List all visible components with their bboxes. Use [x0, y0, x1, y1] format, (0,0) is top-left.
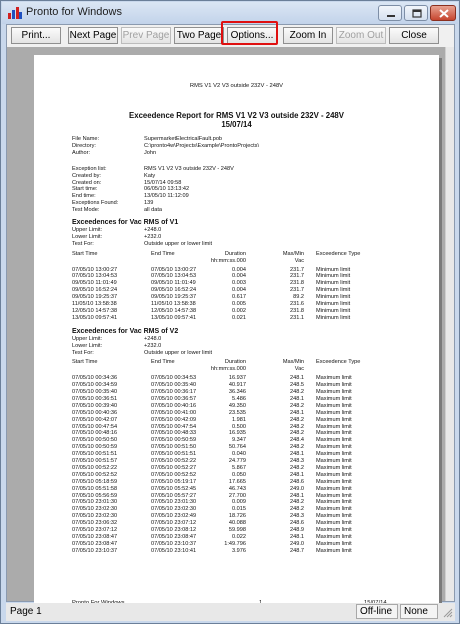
limit-label: Lower Limit: [72, 233, 103, 240]
table-cell-maxmin: 231.8 [290, 280, 304, 287]
table-cell-maxmin: 248.1 [290, 409, 304, 416]
prev-page-button[interactable]: Prev Page [121, 27, 171, 44]
table-cell-end: 07/05/10 05:57:27 [151, 492, 197, 499]
table-cell-end: 07/05/10 00:36:57 [151, 395, 197, 402]
table-cell-start: 07/05/10 23:10:37 [72, 547, 118, 554]
table-cell-start: 07/05/10 05:51:58 [72, 485, 118, 492]
table-cell-end: 07/05/10 23:08:47 [151, 533, 197, 540]
table-cell-type: Minimum limit [316, 314, 351, 321]
table-cell-maxmin: 248.2 [290, 423, 304, 430]
section-heading: Exceedences for Vac RMS of V1 [72, 219, 179, 226]
table-cell-end: 07/05/10 00:48:33 [151, 430, 197, 437]
table-cell-start: 07/05/10 00:34:59 [72, 382, 118, 389]
table-cell-type: Maximum limit [316, 513, 352, 520]
table-cell-maxmin: 248.1 [290, 451, 304, 458]
table-cell-start: 07/05/10 13:04:53 [72, 273, 118, 280]
status-mode: None [400, 604, 438, 619]
lower-limit-value: +232.0 [144, 233, 162, 240]
table-cell-end: 07/05/10 05:52:45 [151, 485, 197, 492]
exception-info-label: Exception list: [72, 165, 107, 172]
table-cell-type: Maximum limit [316, 458, 352, 464]
column-header-type: Exceedence Type [316, 250, 361, 257]
table-cell-duration: 1:49.796 [224, 540, 246, 547]
table-cell-type: Maximum limit [316, 451, 352, 458]
column-header-start: Start Time [72, 359, 98, 366]
table-cell-type: Maximum limit [316, 389, 352, 395]
table-cell-maxmin: 231.7 [290, 273, 304, 280]
table-cell-duration: 36.346 [228, 389, 246, 395]
table-cell-end: 07/05/10 23:01:30 [151, 499, 197, 506]
table-cell-type: Maximum limit [316, 492, 352, 499]
exception-info-label: Test Mode: [72, 207, 100, 214]
table-cell-maxmin: 89.2 [293, 294, 304, 301]
zoom-out-button[interactable]: Zoom Out [336, 27, 386, 44]
table-cell-start: 07/05/10 13:00:27 [72, 266, 118, 273]
table-cell-maxmin: 248.9 [290, 527, 304, 533]
table-cell-maxmin: 231.8 [290, 307, 304, 314]
table-cell-duration: 3.976 [232, 547, 246, 554]
table-cell-maxmin: 248.2 [290, 444, 304, 451]
table-cell-maxmin: 231.7 [290, 287, 304, 294]
table-cell-duration: 49.350 [228, 402, 246, 409]
table-cell-duration: 17.665 [228, 478, 246, 485]
column-header-end: End Time [151, 359, 175, 366]
table-cell-type: Maximum limit [316, 430, 352, 437]
table-cell-maxmin: 248.6 [290, 520, 304, 527]
client-area [6, 24, 455, 602]
table-cell-type: Maximum limit [316, 520, 352, 527]
table-cell-duration: 9.347 [232, 437, 246, 444]
table-cell-start: 07/05/10 23:02:30 [72, 513, 118, 520]
table-cell-maxmin: 248.5 [290, 382, 304, 389]
table-cell-type: Maximum limit [316, 547, 352, 554]
table-cell-duration: 0.009 [232, 499, 246, 506]
table-cell-start: 07/05/10 00:34:36 [72, 375, 118, 382]
table-cell-start: 11/05/10 13:58:38 [72, 301, 117, 307]
table-cell-maxmin: 231.1 [290, 314, 304, 321]
table-cell-end: 07/05/10 00:52:22 [151, 458, 197, 464]
table-cell-start: 07/05/10 00:50:50 [72, 437, 118, 444]
table-cell-end: 07/05/10 00:47:54 [151, 423, 197, 430]
column-header-start: Start Time [72, 250, 98, 257]
table-cell-start: 07/05/10 00:39:40 [72, 402, 118, 409]
table-cell-start: 07/05/10 00:48:16 [72, 430, 118, 437]
table-cell-maxmin: 248.2 [290, 402, 304, 409]
table-cell-start: 07/05/10 23:06:32 [72, 520, 118, 527]
table-cell-end: 07/05/10 23:02:49 [151, 513, 197, 520]
table-cell-type: Maximum limit [316, 416, 352, 423]
table-cell-start: 07/05/10 23:07:12 [72, 527, 118, 533]
table-cell-type: Maximum limit [316, 527, 352, 533]
table-cell-duration: 5.867 [232, 464, 246, 471]
column-subheader-duration: hh:mm:ss.000 [210, 366, 246, 373]
exception-info-label: Created by: [72, 172, 101, 179]
table-cell-start: 07/05/10 00:50:59 [72, 444, 118, 451]
table-cell-maxmin: 248.6 [290, 478, 304, 485]
upper-limit-value: +248.0 [144, 227, 162, 233]
window-title: Pronto for Windows [26, 6, 122, 18]
print-preview-area[interactable] [7, 47, 454, 601]
table-cell-end: 07/05/10 00:41:00 [151, 409, 197, 416]
table-cell-start: 07/05/10 00:40:36 [72, 409, 118, 416]
table-cell-duration: 0.015 [232, 506, 246, 513]
options-button[interactable]: Options... [227, 27, 277, 44]
column-subheader-duration: hh:mm:ss.000 [210, 257, 246, 264]
table-cell-type: Maximum limit [316, 485, 352, 492]
table-cell-duration: 0.003 [232, 280, 246, 287]
exception-info-value: 06/05/10 13:13:42 [144, 186, 190, 193]
table-cell-type: Minimum limit [316, 273, 351, 280]
table-cell-end: 07/05/10 13:04:53 [151, 273, 197, 280]
table-cell-start: 07/05/10 05:18:59 [72, 478, 118, 485]
table-cell-duration: 16.935 [228, 430, 246, 437]
table-cell-start: 07/05/10 23:08:47 [72, 540, 118, 547]
table-cell-type: Minimum limit [316, 287, 351, 294]
exception-info-label: Exceptions Found: [72, 200, 119, 207]
maximize-button[interactable] [404, 5, 428, 21]
table-cell-type: Maximum limit [316, 375, 352, 382]
table-cell-end: 07/05/10 00:51:51 [151, 451, 197, 458]
table-cell-end: 07/05/10 00:52:27 [151, 464, 197, 471]
table-cell-start: 07/05/10 23:01:30 [72, 499, 118, 506]
table-cell-end: 12/05/10 14:57:38 [151, 307, 197, 314]
zoom-in-button[interactable]: Zoom In [283, 27, 333, 44]
table-cell-start: 07/05/10 00:52:22 [72, 464, 118, 471]
next-page-button[interactable]: Next Page [68, 27, 118, 44]
table-cell-start: 07/05/10 23:08:47 [72, 533, 118, 540]
exception-info-value: 13/05/10 11:12:09 [144, 193, 189, 200]
table-cell-end: 07/05/10 23:08:12 [151, 527, 197, 533]
table-cell-type: Maximum limit [316, 409, 352, 416]
table-cell-end: 07/05/10 00:51:50 [151, 444, 197, 451]
table-cell-type: Maximum limit [316, 540, 352, 547]
table-cell-start: 07/05/10 00:47:54 [72, 423, 118, 430]
table-cell-maxmin: 248.1 [290, 375, 304, 382]
column-header-duration: Duration [224, 250, 246, 257]
table-cell-maxmin: 248.7 [290, 547, 304, 554]
upper-limit-value: +248.0 [144, 335, 162, 342]
table-cell-end: 07/05/10 23:10:41 [151, 547, 197, 554]
column-header-duration: Duration [224, 359, 246, 366]
table-cell-duration: 16.937 [228, 375, 246, 382]
table-cell-start: 07/05/10 00:36:51 [72, 395, 118, 402]
table-cell-start: 07/05/10 23:02:30 [72, 506, 118, 513]
table-cell-duration: 0.022 [232, 533, 246, 540]
print-button[interactable]: Print... [11, 27, 61, 44]
limit-label: Lower Limit: [72, 342, 103, 349]
table-cell-type: Minimum limit [316, 301, 351, 307]
limit-label: Upper Limit: [72, 227, 103, 233]
table-cell-end: 07/05/10 00:50:59 [151, 437, 197, 444]
exception-info-value: Katy [144, 172, 156, 179]
table-cell-end: 09/05/10 11:01:49 [151, 280, 196, 287]
table-cell-duration: 0.004 [232, 287, 246, 294]
table-cell-type: Minimum limit [316, 266, 351, 273]
test-for-value: Outside upper or lower limit [144, 349, 213, 356]
table-cell-type: Minimum limit [316, 280, 351, 287]
table-cell-maxmin: 231.7 [290, 266, 304, 273]
table-cell-duration: 0.500 [232, 423, 246, 430]
minimize-icon [379, 6, 403, 22]
table-cell-maxmin: 248.1 [290, 533, 304, 540]
close-icon [431, 6, 457, 22]
table-cell-duration: 59.998 [228, 527, 246, 533]
table-cell-maxmin: 248.2 [290, 506, 304, 513]
table-cell-duration: 40.088 [228, 520, 246, 527]
file-info-value: SupermarketElectricalFault.pob [144, 136, 223, 142]
table-cell-start: 13/05/10 09:57:41 [72, 314, 118, 321]
table-cell-type: Maximum limit [316, 402, 352, 409]
file-info-label: File Name: [72, 136, 100, 142]
table-cell-maxmin: 248.3 [290, 513, 304, 520]
table-cell-end: 07/05/10 23:07:12 [151, 520, 197, 527]
table-cell-start: 09/05/10 11:01:49 [72, 280, 117, 287]
table-cell-duration: 18.726 [228, 513, 246, 520]
table-cell-duration: 0.021 [232, 314, 246, 321]
table-cell-maxmin: 248.4 [290, 437, 304, 444]
report-page [34, 55, 439, 605]
limit-label: Upper Limit: [72, 335, 103, 342]
exception-info-value: all data [144, 207, 163, 214]
table-cell-start: 09/05/10 19:25:37 [72, 294, 118, 301]
table-cell-duration: 0.005 [232, 301, 246, 307]
lower-limit-value: +232.0 [144, 342, 162, 349]
exception-info-value: 139 [144, 200, 154, 207]
table-cell-type: Maximum limit [316, 506, 352, 513]
table-cell-duration: 0.617 [232, 294, 246, 301]
close-window-button[interactable] [430, 5, 456, 21]
table-cell-end: 07/05/10 00:52:52 [151, 471, 197, 478]
table-cell-duration: 0.004 [232, 266, 246, 273]
column-subheader-maxmin: Vac [294, 366, 304, 373]
table-cell-end: 07/05/10 23:10:37 [151, 540, 197, 547]
table-cell-end: 09/05/10 19:25:37 [151, 294, 197, 301]
two-page-button[interactable]: Two Page [174, 27, 224, 44]
app-icon [8, 7, 22, 19]
status-page: Page 1 [10, 606, 42, 617]
column-header-type: Exceedence Type [316, 359, 361, 366]
table-cell-maxmin: 248.2 [290, 389, 304, 395]
table-cell-duration: 0.002 [232, 307, 246, 314]
table-cell-duration: 24.779 [228, 458, 246, 464]
resize-grip-icon[interactable] [443, 608, 453, 618]
table-cell-start: 12/05/10 14:57:38 [72, 307, 118, 314]
exception-info-value: RMS V1 V2 V3 outside 232V - 248V [144, 165, 234, 172]
highlight-box [221, 21, 278, 45]
file-info-label: Author: [72, 149, 91, 156]
close-button[interactable]: Close [389, 27, 439, 44]
table-cell-maxmin: 248.1 [290, 492, 304, 499]
table-cell-duration: 1.981 [232, 416, 246, 423]
column-subheader-maxmin: Vac [294, 257, 304, 264]
table-cell-maxmin: 249.0 [290, 485, 304, 492]
table-cell-type: Maximum limit [316, 533, 352, 540]
table-cell-duration: 40.917 [228, 382, 246, 389]
report-title [34, 111, 439, 130]
table-cell-maxmin: 248.2 [290, 464, 304, 471]
table-cell-maxmin: 248.1 [290, 471, 304, 478]
table-cell-duration: 46.743 [228, 485, 246, 492]
column-header-maxmin: Max/Min [282, 250, 304, 257]
minimize-button[interactable] [378, 5, 402, 21]
table-cell-end: 07/05/10 00:36:17 [151, 389, 197, 395]
table-cell-start: 07/05/10 05:56:59 [72, 492, 118, 499]
table-cell-end: 13/05/10 09:57:41 [151, 314, 197, 321]
table-cell-end: 07/05/10 23:02:30 [151, 506, 197, 513]
table-cell-end: 07/05/10 00:34:53 [151, 375, 197, 382]
table-cell-end: 07/05/10 00:42:09 [151, 416, 197, 423]
table-cell-type: Maximum limit [316, 478, 352, 485]
exception-info-label: Created on: [72, 179, 102, 186]
table-cell-start: 07/05/10 00:51:57 [72, 458, 118, 464]
table-cell-start: 07/05/10 00:51:51 [72, 451, 118, 458]
report-date: 15/07/14 [221, 120, 252, 130]
report-title-text: Exceedence Report for RMS V1 V2 V3 outside 232V - 248V [129, 111, 344, 120]
table-cell-end: 07/05/10 13:00:27 [151, 266, 197, 273]
running-header: RMS V1 V2 V3 outside 232V - 248V [189, 83, 284, 89]
table-cell-duration: 0.004 [232, 273, 246, 280]
table-cell-start: 09/05/10 16:52:24 [72, 287, 118, 294]
table-cell-duration: 5.486 [232, 395, 246, 402]
file-info-value: John [144, 149, 157, 156]
table-cell-type: Maximum limit [316, 423, 352, 430]
table-cell-duration: 27.700 [228, 492, 246, 499]
status-connection: Off-line [356, 604, 398, 619]
table-cell-end: 07/05/10 05:19:17 [151, 478, 197, 485]
table-cell-duration: 0.040 [232, 451, 246, 458]
table-cell-maxmin: 249.0 [290, 540, 304, 547]
file-info-value: C:\pronto4w\Projects\Example\ProntoProjects\ [144, 142, 260, 149]
table-cell-type: Minimum limit [316, 294, 351, 301]
table-cell-maxmin: 231.6 [290, 301, 304, 307]
section-heading: Exceedences for Vac RMS of V2 [72, 327, 179, 335]
table-cell-maxmin: 248.2 [290, 430, 304, 437]
table-cell-end: 07/05/10 00:35:40 [151, 382, 197, 389]
table-cell-type: Maximum limit [316, 471, 352, 478]
table-cell-maxmin: 248.3 [290, 458, 304, 464]
table-cell-duration: 23.535 [228, 409, 246, 416]
exception-info-label: Start time: [72, 186, 98, 193]
table-cell-type: Maximum limit [316, 437, 352, 444]
table-cell-duration: 0.050 [232, 471, 246, 478]
table-cell-start: 07/05/10 00:35:40 [72, 389, 118, 395]
test-for-label: Test For: [72, 349, 94, 356]
table-cell-type: Maximum limit [316, 395, 352, 402]
column-header-end: End Time [151, 250, 175, 257]
table-cell-type: Maximum limit [316, 464, 352, 471]
table-cell-type: Maximum limit [316, 382, 352, 389]
maximize-icon [405, 6, 429, 22]
table-cell-maxmin: 248.2 [290, 416, 304, 423]
file-info-label: Directory: [72, 142, 96, 149]
status-bar [6, 603, 455, 621]
table-cell-type: Minimum limit [316, 307, 351, 314]
column-header-maxmin: Max/Min [282, 359, 304, 366]
table-cell-end: 07/05/10 00:40:16 [151, 402, 197, 409]
vertical-scrollbar[interactable] [445, 47, 454, 601]
table-cell-type: Maximum limit [316, 444, 352, 451]
test-for-label: Test For: [72, 240, 94, 247]
exception-info-label: End time: [72, 193, 96, 200]
table-cell-end: 09/05/10 16:52:24 [151, 287, 197, 294]
exception-info-value: 15/07/14 09:58 [144, 179, 182, 186]
table-cell-start: 07/05/10 00:42:07 [72, 416, 118, 423]
table-cell-end: 11/05/10 13:58:38 [151, 301, 196, 307]
table-cell-start: 07/05/10 00:52:52 [72, 471, 118, 478]
table-cell-duration: 50.764 [228, 444, 246, 451]
table-cell-maxmin: 248.1 [290, 395, 304, 402]
test-for-value: Outside upper or lower limit [144, 240, 213, 247]
table-cell-maxmin: 248.2 [290, 499, 304, 506]
table-cell-type: Maximum limit [316, 499, 352, 506]
